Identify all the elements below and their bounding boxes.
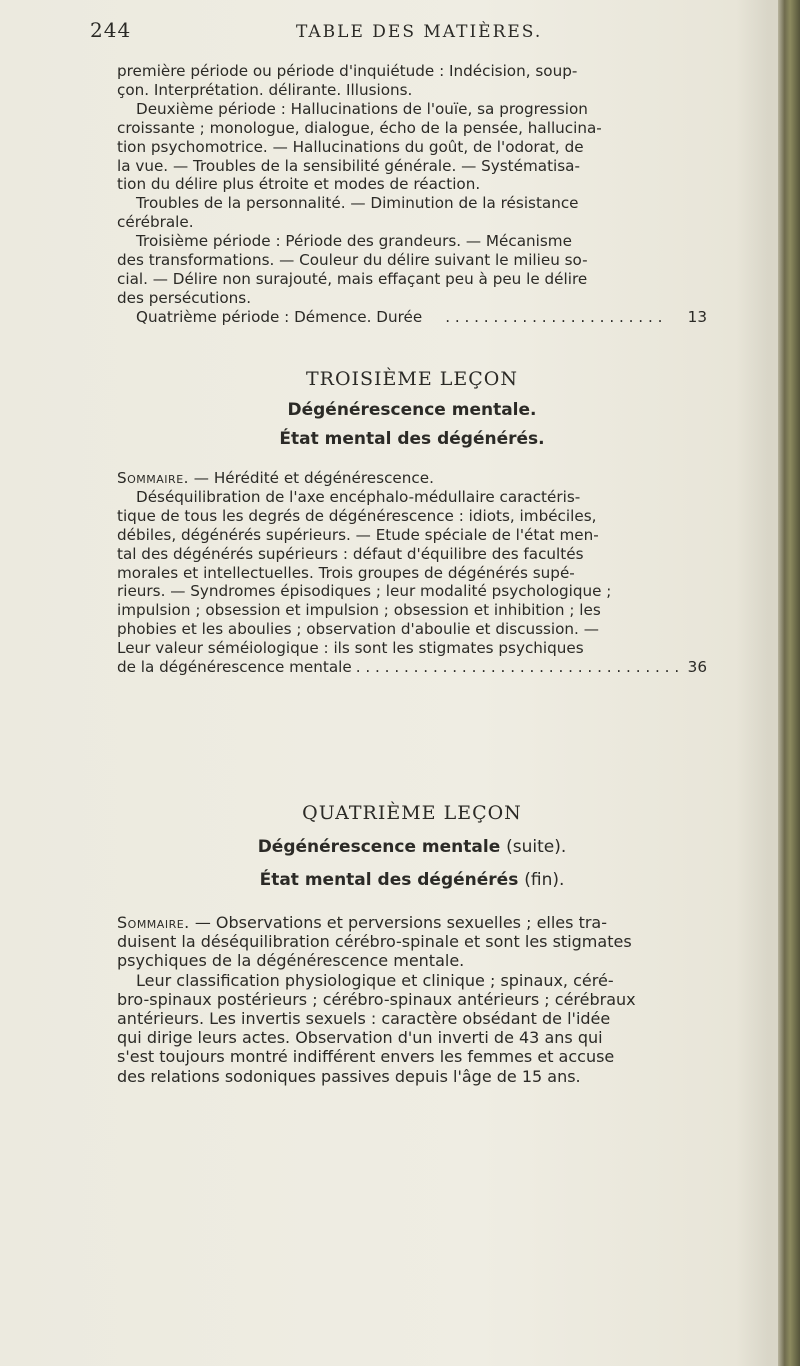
- sommaire-label: Sommaire.: [117, 469, 189, 487]
- text-line: antérieurs. Les invertis sexuels : caractère obsédant de l'idée: [117, 1009, 611, 1029]
- sommaire-first-line: [117, 913, 717, 932]
- dot-leader: [356, 658, 684, 677]
- sommaire-label: Sommaire.: [117, 913, 190, 932]
- lecon-subtitle-text: État mental des dégénérés: [259, 870, 519, 890]
- lecon-title-suffix: (suite).: [506, 837, 567, 857]
- dot-leader: [426, 308, 664, 327]
- text-line: s'est toujours montré indifférent envers les femmes et accuse: [117, 1047, 615, 1067]
- toc-entry-text: Quatrième période : Démence. Durée: [136, 307, 423, 326]
- text-line: bro-spinaux postérieurs ; cérébro-spinaux antérieurs ; cérébraux: [117, 989, 636, 1009]
- text-line: morales et intellectuelles. Trois groupes de dégénérés supé-: [117, 563, 575, 582]
- toc-entry-text: de la dégénérescence mentale: [117, 658, 352, 677]
- text-line: Troisième période : Période des grandeurs. — Mécanisme: [136, 232, 572, 251]
- text-line: des transformations. — Couleur du délire suivant le milieu so-: [117, 251, 588, 270]
- lecon-heading: QUATRIÈME LEÇON: [302, 802, 522, 824]
- text-line: première période ou période d'inquiétude : Indécision, soup-: [117, 62, 578, 80]
- text-line: tal des dégénérés supérieurs : défaut d'équilibre des facultés: [117, 544, 584, 563]
- text-line: cial. — Délire non surajouté, mais effaçant peu à peu le délire: [117, 269, 588, 288]
- text-line: çon. Interprétation. délirante. Illusions.: [117, 80, 413, 99]
- text-line: la vue. — Troubles de la sensibilité générale. — Systématisa-: [117, 156, 580, 175]
- lecon-title: [117, 837, 707, 857]
- lecon3-sommaire: [117, 469, 707, 677]
- page-header: [0, 18, 790, 50]
- text-line: impulsion ; obsession et impulsion ; obsession et inhibition ; les: [117, 601, 601, 620]
- toc-entry-line: [117, 658, 707, 677]
- page-number: 244: [90, 18, 132, 42]
- lecon-subtitle: État mental des dégénérés.: [279, 429, 545, 449]
- text-line: tion du délire plus étroite et modes de réaction.: [117, 175, 481, 194]
- text-line: Deuxième période : Hallucinations de l'ouïe, sa progression: [136, 99, 588, 118]
- text-line: qui dirige leurs actes. Observation d'un inverti de 43 ans qui: [117, 1028, 603, 1048]
- lecon4-sommaire: [117, 913, 717, 1086]
- lecon-subtitle-suffix: (fin).: [524, 870, 565, 890]
- text-line: — Hérédité et dégénérescence.: [188, 469, 434, 487]
- lecon-title-text: Dégénérescence mentale: [257, 837, 501, 857]
- text-line: duisent la déséquilibration cérébro-spinale et sont les stigmates: [117, 932, 632, 952]
- toc-page-number: 13: [687, 307, 707, 326]
- text-line: Leur valeur séméiologique : ils sont les stigmates psychiques: [117, 639, 584, 658]
- text-line: Troubles de la personnalité. — Diminution de la résistance: [136, 194, 579, 213]
- text-line: — Observations et perversions sexuelles ; elles tra-: [189, 913, 607, 932]
- toc-entry-line: [117, 308, 707, 327]
- toc-page-number: 36: [687, 658, 707, 677]
- text-line: phobies et les aboulies ; observation d'aboulie et discussion. —: [117, 620, 599, 639]
- text-line: rieurs. — Syndromes épisodiques ; leur modalité psychologique ;: [117, 582, 612, 601]
- lecon-heading: TROISIÈME LEÇON: [305, 368, 519, 390]
- text-line: croissante ; monologue, dialogue, écho de la pensée, hallucina-: [117, 118, 602, 137]
- running-title: TABLE DES MATIÈRES.: [296, 22, 543, 42]
- text-line: débiles, dégénérés supérieurs. — Etude spéciale de l'état men-: [117, 525, 599, 544]
- sommaire-first-line: [117, 469, 707, 488]
- lecon-subtitle: [117, 870, 707, 890]
- text-line: Déséquilibration de l'axe encéphalo-médullaire caractéris-: [136, 487, 581, 506]
- text-line: cérébrale.: [117, 213, 194, 232]
- text-line: tique de tous les degrés de dégénérescence : idiots, imbéciles,: [117, 506, 597, 525]
- text-line: tion psychomotrice. — Hallucinations du goût, de l'odorat, de: [117, 137, 584, 156]
- lecon-title: Dégénérescence mentale.: [287, 400, 537, 420]
- section-continuation: [117, 62, 707, 327]
- text-line: des persécutions.: [117, 288, 252, 307]
- book-edge: [778, 0, 800, 1366]
- text-line: psychiques de la dégénérescence mentale.: [117, 951, 465, 971]
- text-line: Leur classification physiologique et clinique ; spinaux, céré-: [136, 970, 614, 990]
- text-line: des relations sodoniques passives depuis l'âge de 15 ans.: [117, 1066, 581, 1086]
